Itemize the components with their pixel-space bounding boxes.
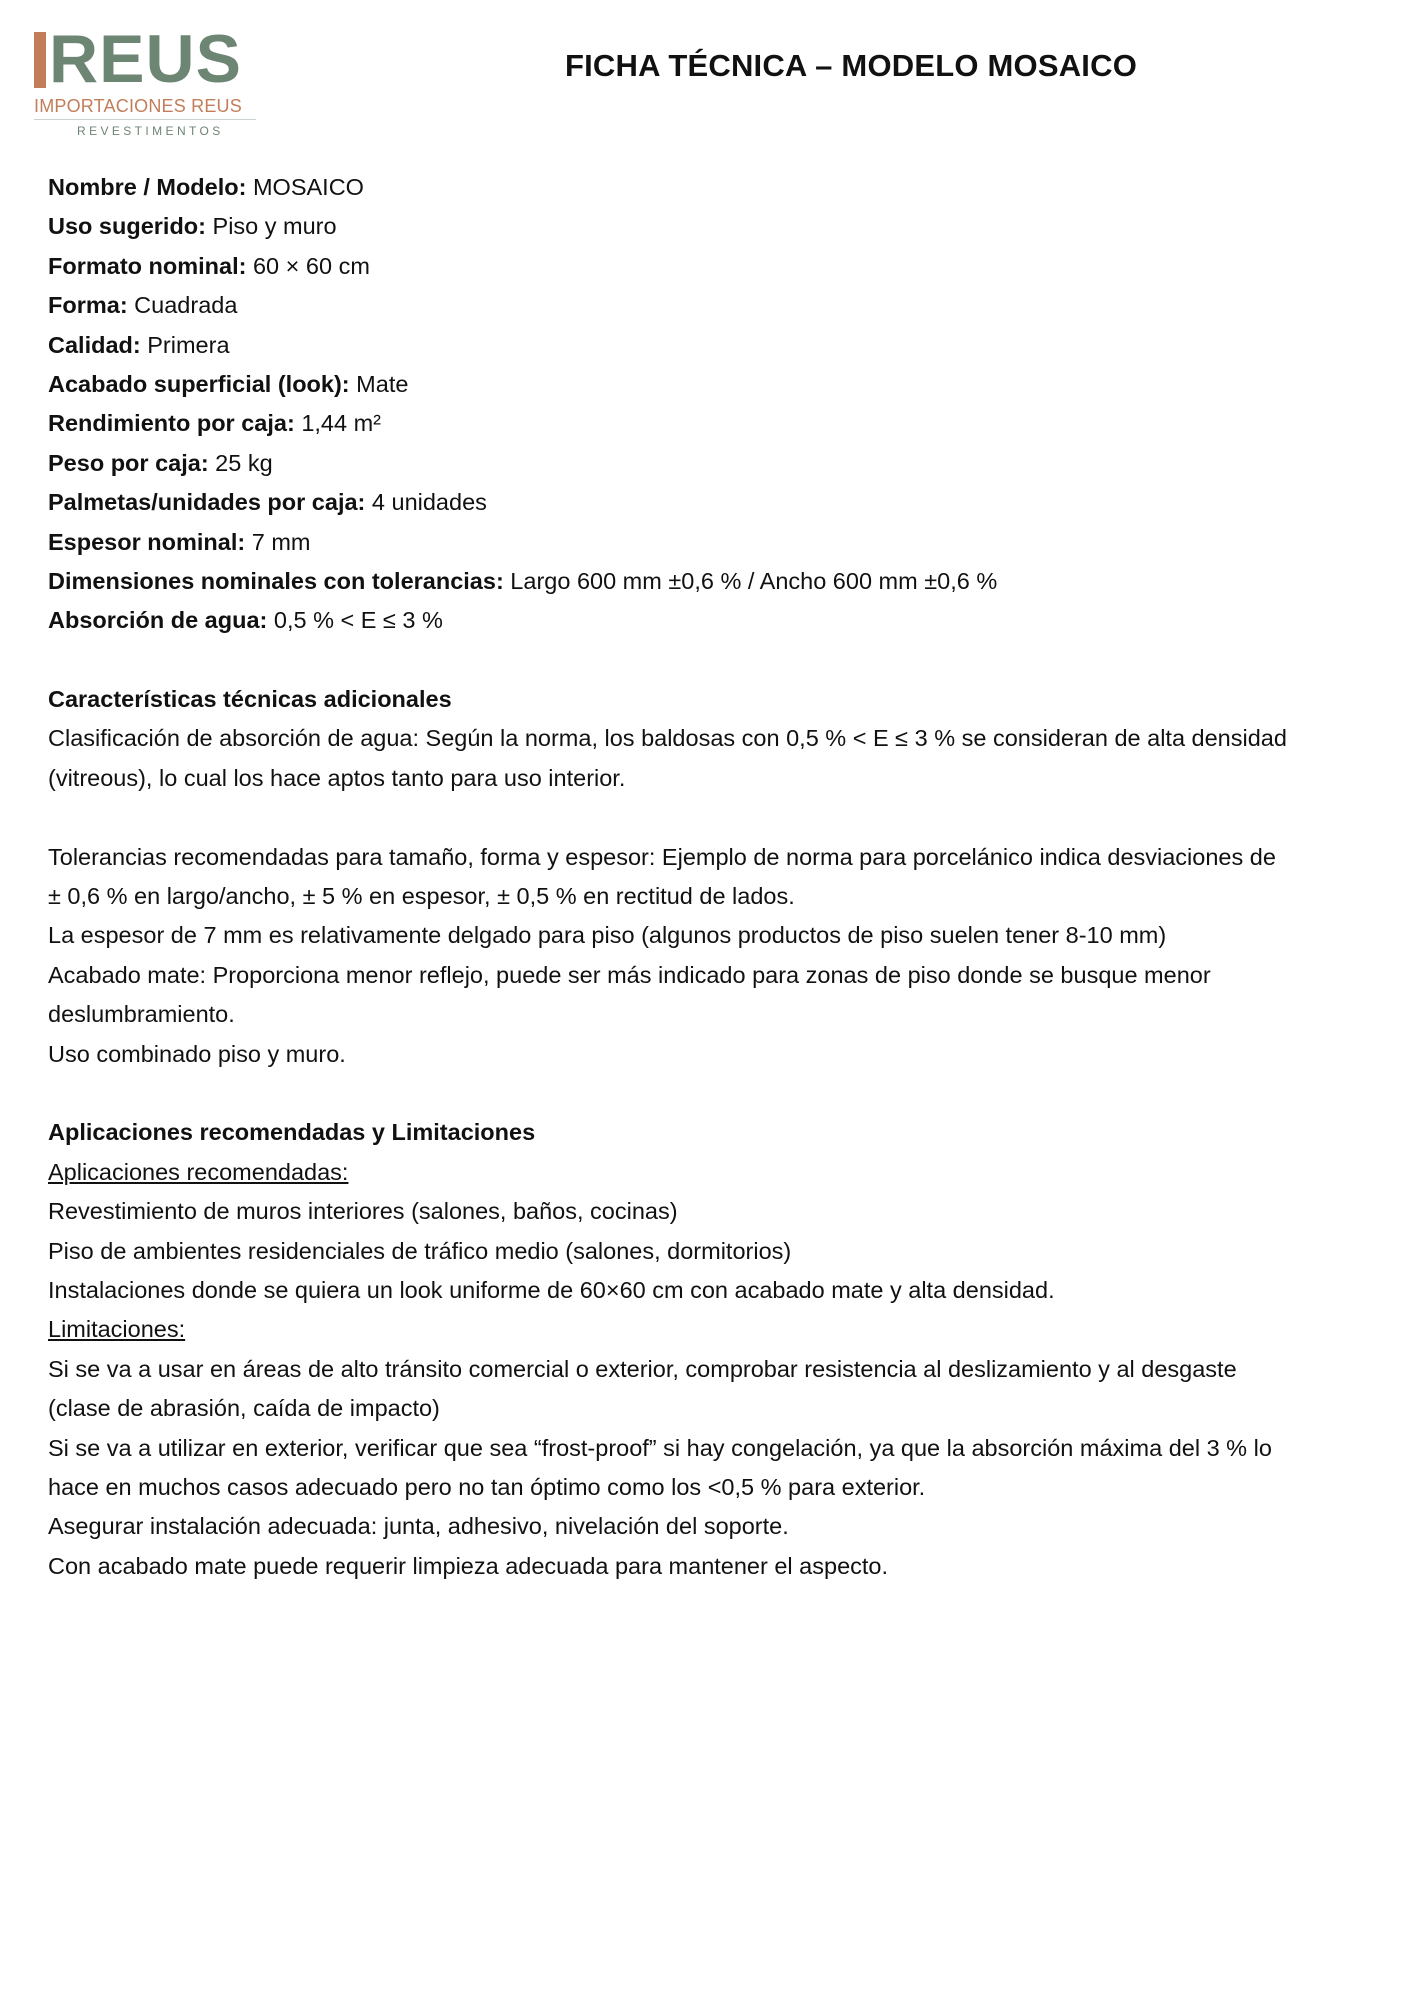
- spec-row: [48, 523, 1398, 562]
- spec-label: Nombre / Modelo:: [48, 174, 247, 200]
- text-line: (clase de abrasión, caída de impacto): [48, 1395, 440, 1422]
- spec-label: Peso por caja:: [48, 449, 209, 476]
- section-heading-aplicaciones: Aplicaciones recomendadas y Limitaciones: [48, 1119, 536, 1146]
- spec-value: 0,5 % < E ≤ 3 %: [267, 607, 443, 634]
- spec-list: [48, 168, 1398, 641]
- text-line: (vitreous), lo cual los hace aptos tanto para uso interior.: [48, 764, 626, 791]
- spec-value: Piso y muro: [205, 213, 337, 240]
- limitaciones-list: [48, 1350, 1398, 1586]
- text-line: Asegurar instalación adecuada: junta, adhesivo, nivelación del soporte.: [48, 1513, 789, 1540]
- text-line: Acabado mate: Proporciona menor reflejo, puede ser más indicado para zonas de piso donde se busque menor: [48, 961, 1211, 988]
- text-line: La espesor de 7 mm es relativamente delgado para piso (algunos productos de piso suelen tener 8-10 mm): [48, 922, 1167, 949]
- logo-tagline: REVESTIMENTOS: [77, 124, 224, 138]
- spec-row: [48, 483, 1398, 522]
- text-line: Tolerancias recomendadas para tamaño, forma y espesor: Ejemplo de norma para porcelánico indica desviaciones de: [48, 843, 1276, 870]
- text-line: hace en muchos casos adecuado pero no tan óptimo como los <0,5 % para exterior.: [48, 1473, 926, 1500]
- logo-main-text: REUS: [49, 21, 242, 97]
- spec-row: [48, 168, 1398, 207]
- spec-value: 4 unidades: [365, 489, 487, 516]
- spec-value: 1,44 m²: [294, 410, 381, 437]
- recomendadas-list: [48, 1192, 1398, 1310]
- spec-label: Uso sugerido:: [48, 213, 206, 240]
- text-line: Si se va a usar en áreas de alto tránsito comercial o exterior, comprobar resistencia al deslizamiento y al desgaste: [48, 1355, 1237, 1382]
- spec-row: [48, 247, 1398, 286]
- spec-row: [48, 286, 1398, 325]
- spec-row: [48, 207, 1398, 246]
- text-line: Instalaciones donde se quiera un look uniforme de 60×60 cm con acabado mate y alta densidad.: [48, 1276, 1055, 1303]
- spec-label: Absorción de agua:: [48, 607, 268, 634]
- spec-value: Cuadrada: [127, 292, 238, 319]
- spec-row: [48, 562, 1398, 601]
- text-line: Con acabado mate puede requerir limpieza adecuada para mantener el aspecto.: [48, 1552, 889, 1579]
- spec-value: 7 mm: [245, 528, 311, 555]
- text-line: deslumbramiento.: [48, 1001, 235, 1028]
- spec-label: Acabado superficial (look):: [48, 370, 350, 397]
- limitaciones-label: Limitaciones:: [48, 1316, 186, 1343]
- company-logo: [33, 21, 268, 144]
- spec-value: Mate: [349, 370, 409, 397]
- logo-divider: [34, 119, 256, 120]
- spec-label: Dimensiones nominales con tolerancias:: [48, 567, 504, 594]
- text-line: Si se va a utilizar en exterior, verificar que sea “frost-proof” si hay congelación, ya que la absorción máxima del 3 % lo: [48, 1434, 1272, 1461]
- spec-label: Rendimiento por caja:: [48, 410, 295, 437]
- page-title: FICHA TÉCNICA – MODELO MOSAICO: [564, 48, 1138, 83]
- spec-row: [48, 365, 1398, 404]
- recomendadas-label: Aplicaciones recomendadas:: [48, 1158, 349, 1185]
- caracteristicas-block-2: [48, 838, 1398, 1074]
- spec-value: 25 kg: [208, 449, 273, 476]
- text-line: Uso combinado piso y muro.: [48, 1040, 346, 1067]
- text-line: Piso de ambientes residenciales de tráfico medio (salones, dormitorios): [48, 1237, 792, 1264]
- spec-row: [48, 326, 1398, 365]
- spec-label: Espesor nominal:: [48, 528, 246, 555]
- spec-row: [48, 601, 1398, 640]
- spec-label: Forma:: [48, 292, 128, 319]
- text-line: ± 0,6 % en largo/ancho, ± 5 % en espesor, ± 0,5 % en rectitud de lados.: [48, 883, 795, 910]
- spec-label: Calidad:: [48, 331, 141, 358]
- spec-value: 60 × 60 cm: [246, 252, 370, 279]
- caracteristicas-block-1: [48, 719, 1398, 798]
- section-heading-caracteristicas: Características técnicas adicionales: [48, 686, 452, 713]
- text-line: Revestimiento de muros interiores (salones, baños, cocinas): [48, 1198, 678, 1225]
- spec-row: [48, 404, 1398, 443]
- text-line: Clasificación de absorción de agua: Según la norma, los baldosas con 0,5 % < E ≤ 3 % se consideran de alta densidad: [48, 725, 1287, 752]
- document-body: [48, 168, 1398, 1586]
- logo-bar: [34, 32, 46, 88]
- spec-value: MOSAICO: [246, 174, 364, 200]
- spec-label: Formato nominal:: [48, 252, 247, 279]
- spec-label: Palmetas/unidades por caja:: [48, 489, 366, 516]
- spec-value: Largo 600 mm ±0,6 % / Ancho 600 mm ±0,6 %: [503, 567, 998, 594]
- logo-subtitle: IMPORTACIONES REUS: [34, 96, 242, 116]
- spec-row: [48, 444, 1398, 483]
- spec-value: Primera: [140, 331, 230, 358]
